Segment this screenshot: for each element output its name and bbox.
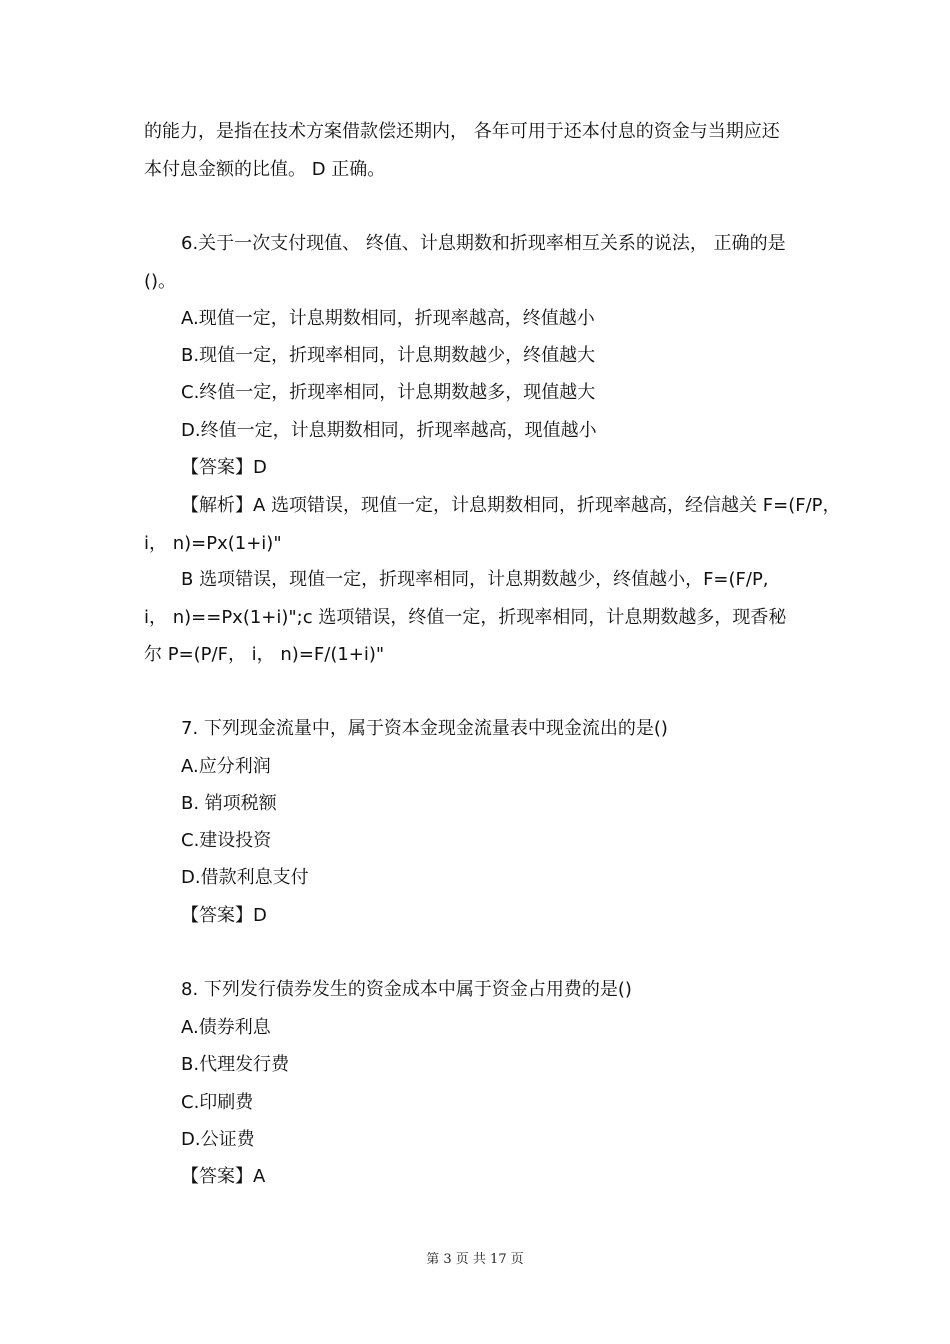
intro-line-1: 的能力，是指在技术方案借款偿还期内， 各年可用于还本付息的资金与当期应还 xyxy=(144,121,780,142)
q7-option-b: B. 销项税额 xyxy=(181,793,277,814)
q6-stem-line-2: ()。 xyxy=(144,271,177,292)
q6-analysis-line-2: i， n)=Px(1+i)" xyxy=(144,533,282,554)
q8-option-a: A.债券利息 xyxy=(181,1017,271,1038)
q6-option-c: C.终值一定，折现率相同，计息期数越多，现值越大 xyxy=(181,382,596,403)
page-footer: 第 3 页 共 17 页 xyxy=(426,1252,524,1267)
q8-answer: 【答案】A xyxy=(181,1166,266,1187)
q6-analysis-line-5: 尔 P=(P/F， i， n)=F/(1+i)" xyxy=(144,644,385,665)
q6-analysis-line-3: B 选项错误，现值一定，折现率相同，计息期数越少，终值越小，F=(F/P, xyxy=(181,569,769,590)
q7-option-a: A.应分利润 xyxy=(181,756,271,777)
q8-option-c: C.印刷费 xyxy=(181,1092,254,1113)
q8-stem: 8. 下列发行债券发生的资金成本中属于资金占用费的是() xyxy=(181,979,632,1000)
q6-analysis-line-4: i， n)==Px(1+i)";c 选项错误，终值一定，折现率相同，计息期数越多，现香秘 xyxy=(144,607,787,628)
q6-stem-line-1: 6.关于一次支付现值、 终值、计息期数和折现率相互关系的说法， 正确的是 xyxy=(181,233,786,254)
q6-option-b: B.现值一定，折现率相同，计息期数越少，终值越大 xyxy=(181,345,596,366)
q8-option-d: D.公证费 xyxy=(181,1129,255,1150)
q7-answer: 【答案】D xyxy=(181,905,267,926)
q7-stem: 7. 下列现金流量中，属于资本金现金流量表中现金流出的是() xyxy=(181,718,668,739)
q8-option-b: B.代理发行费 xyxy=(181,1054,290,1075)
q7-option-d: D.借款利息支付 xyxy=(181,867,309,888)
q6-option-d: D.终值一定，计息期数相同，折现率越高，现值越小 xyxy=(181,420,597,441)
q7-option-c: C.建设投资 xyxy=(181,830,272,851)
q6-analysis-line-1: 【解析】A 选项错误，现值一定，计息期数相同，折现率越高，经信越关 F=(F/P， xyxy=(181,495,841,516)
q6-answer: 【答案】D xyxy=(181,457,267,478)
q6-option-a: A.现值一定，计息期数相同，折现率越高，终值越小 xyxy=(181,308,595,329)
intro-line-2: 本付息金额的比值。 D 正确。 xyxy=(144,159,386,180)
